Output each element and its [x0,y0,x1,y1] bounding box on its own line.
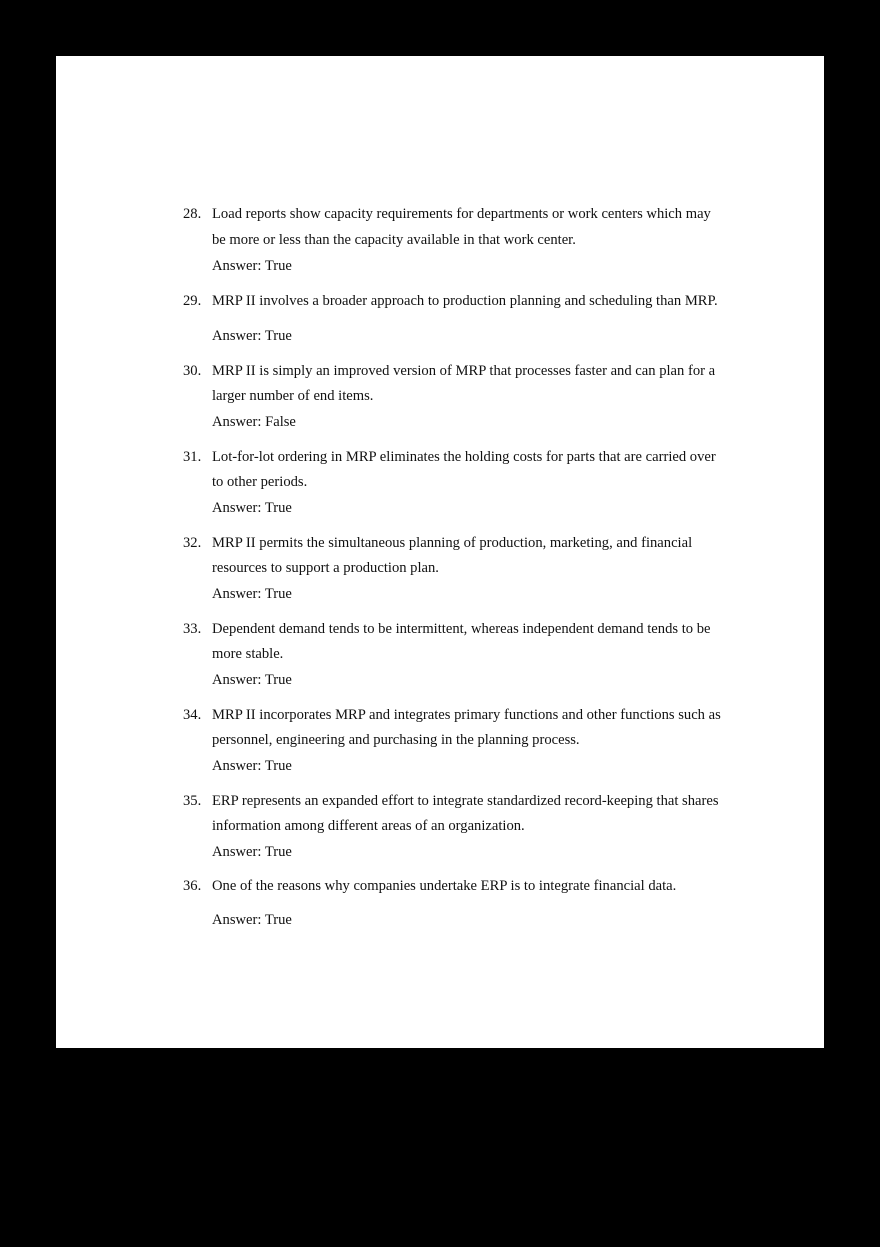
answer: Answer: True [212,500,292,516]
question-text: be more or less than the capacity available in that work center. [212,232,576,248]
answer: Answer: True [212,672,292,688]
question-text: larger number of end items. [212,388,374,404]
question-text: MRP II involves a broader approach to production planning and scheduling than MRP. [212,293,718,309]
question-number: 28. [183,206,202,222]
question-text: One of the reasons why companies undertake ERP is to integrate financial data. [212,878,677,894]
answer: Answer: True [212,586,292,602]
answer: Answer: True [212,328,292,344]
question-number: 32. [183,535,202,551]
question-text: Load reports show capacity requirements for departments or work centers which may [212,206,711,222]
question-number: 36. [183,878,202,894]
question-text: to other periods. [212,474,308,490]
question-text: more stable. [212,646,284,662]
question-text: Lot-for-lot ordering in MRP eliminates the holding costs for parts that are carried over [212,449,716,465]
answer: Answer: False [212,414,296,430]
document-page [56,56,824,1048]
question-text: MRP II is simply an improved version of MRP that processes faster and can plan for a [212,363,716,379]
question-text: ERP represents an expanded effort to integrate standardized record-keeping that shares [212,793,719,809]
question-number: 31. [183,449,202,465]
question-text: information among different areas of an organization. [212,818,525,834]
question-text: MRP II incorporates MRP and integrates primary functions and other functions such as [212,707,721,723]
question-number: 34. [183,707,202,723]
answer: Answer: True [212,258,292,274]
question-text: MRP II permits the simultaneous planning of production, marketing, and financial [212,535,693,551]
answer: Answer: True [212,758,292,774]
answer: Answer: True [212,912,292,928]
question-text: personnel, engineering and purchasing in the planning process. [212,732,580,748]
question-text: resources to support a production plan. [212,560,439,576]
question-number: 33. [183,621,202,637]
question-text: Dependent demand tends to be intermittent, whereas independent demand tends to be [212,621,711,637]
question-number: 29. [183,293,202,309]
question-number: 35. [183,793,202,809]
answer: Answer: True [212,844,292,860]
question-number: 30. [183,363,202,379]
